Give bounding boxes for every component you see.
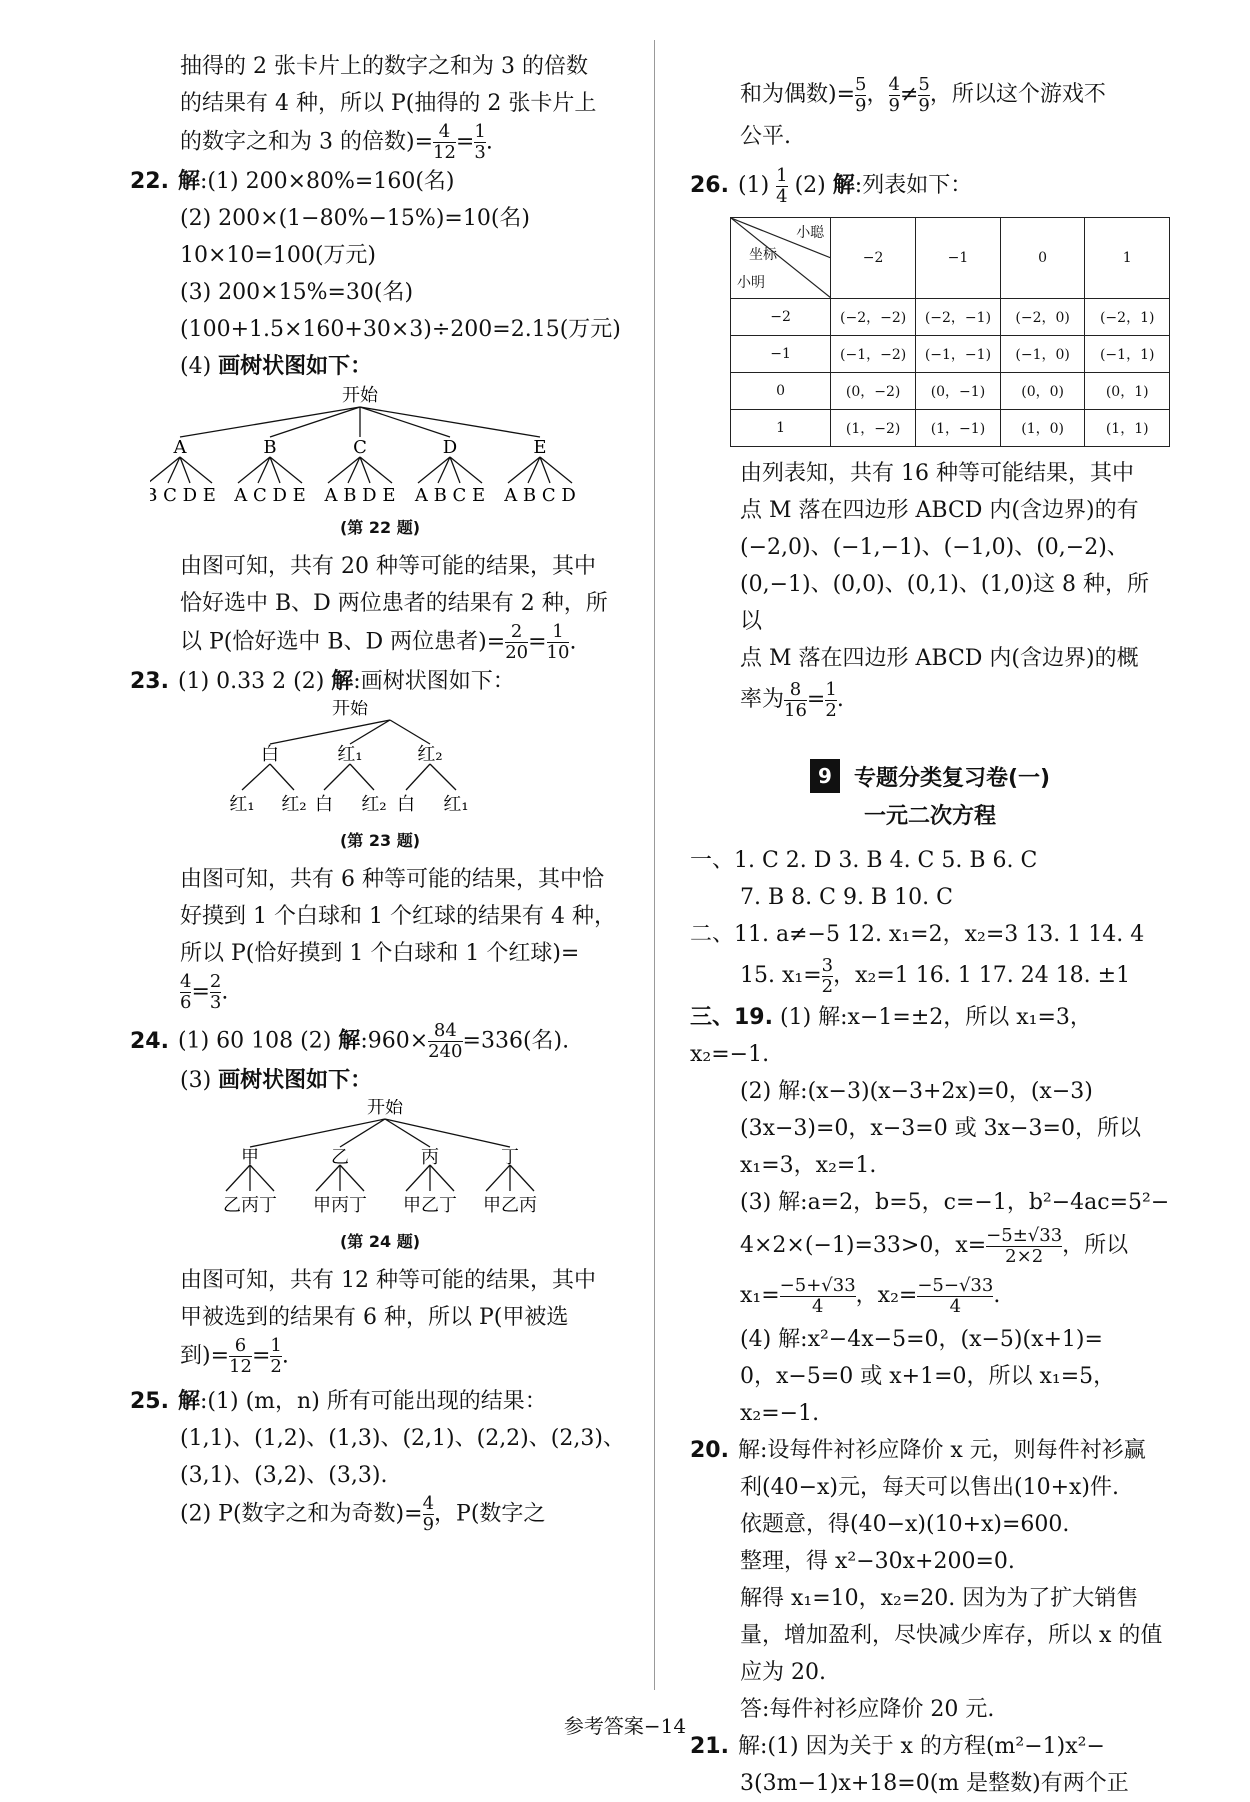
tree-leaf: 红₂	[361, 794, 387, 815]
tree-node: C	[353, 437, 367, 458]
fraction: $\frac{6}{12}$	[229, 1335, 252, 1377]
tree-leaf: 红₁	[229, 794, 255, 815]
text-line: 10×10=100(万元)	[180, 243, 377, 268]
tree-leaves: 甲乙丙	[483, 1195, 537, 1216]
fraction: $\frac{4}{6}$	[180, 971, 192, 1013]
fraction: $\frac{4}{9}$	[888, 73, 900, 116]
answer-line: 7. B 8. C 9. B 10. C	[740, 885, 953, 910]
tree-node: 乙	[331, 1147, 349, 1168]
text-line: 恰好选中 B、D 两位患者的结果有 2 种，所	[180, 591, 608, 616]
fraction: $\frac{-5+√33}{4}$	[779, 1274, 856, 1317]
col-header: −1	[916, 218, 1001, 299]
figure-caption: (第 24 题)	[339, 1232, 421, 1251]
question-19	[690, 999, 1170, 1432]
answer-line: 15. x₁= $\frac{3}{2}$ ，x₂=1 16. 1 17. 24 18. ±1	[740, 954, 1131, 997]
text-line: 点 M 落在四边形 ABCD 内(含边界)的概	[740, 646, 1139, 671]
text-line: (0,−1)、(0,0)、(0,1)、(1,0)这 8 种，所以	[740, 572, 1150, 634]
text-line: 率为 $\frac{8}{16}$ = $\frac{1}{2}$ .	[740, 678, 844, 721]
text-line: 公平.	[740, 124, 791, 149]
text-line: 甲被选到的结果有 6 种，所以 P(甲被选	[180, 1305, 569, 1330]
text-line: 好摸到 1 个白球和 1 个红球的结果有 4 种，	[180, 904, 616, 929]
corner-label: 小明	[737, 275, 765, 291]
tree-leaf: 白	[315, 794, 333, 815]
figure-caption: (第 22 题)	[339, 518, 421, 537]
fraction: $\frac{84}{240}$	[428, 1020, 463, 1062]
tree-root: 开始	[342, 385, 378, 406]
text-line: (3,1)、(3,2)、(3,3).	[180, 1463, 388, 1488]
text-line: 20. 解:设每件衬衫应降价 x 元，则每件衬衫赢	[690, 1432, 1170, 1469]
section-number-badge: 9	[810, 759, 840, 793]
tree-leaf: 白	[397, 794, 415, 815]
table-cell: (0，−2)	[831, 373, 916, 410]
question-number: 24.	[130, 1028, 169, 1054]
table-cell: (1，−1)	[916, 410, 1001, 447]
row-header: −2	[731, 299, 831, 336]
tree-node: 甲	[241, 1147, 259, 1168]
text-line: (3) 200×15%=30(名)	[180, 280, 414, 305]
answer-line: 二、11. a≠−5 12. x₁=2，x₂=3 13. 1 14. 4	[690, 922, 1145, 947]
question-number: 26.	[690, 173, 729, 198]
text-line: 24. (1) 60 108 (2) 解:960× $\frac{84}{240}$ =336(名).	[130, 1020, 570, 1062]
question-25	[130, 1383, 630, 1535]
table-row	[731, 299, 1170, 336]
text-line: 由图可知，共有 6 种等可能的结果，其中恰	[180, 867, 604, 892]
fraction: $\frac{4}{12}$	[433, 121, 456, 163]
table-row	[731, 410, 1170, 447]
tree-node: A	[173, 437, 187, 458]
tree-node: 红₂	[417, 744, 443, 765]
text-line: 4×2×(−1)=33>0，x= $\frac{-5\pm√33}{2\times 2}$ ，所以	[740, 1224, 1129, 1267]
tree-leaves: A B D E	[324, 485, 396, 505]
tree-diagram-23	[220, 700, 600, 818]
text-line: 由图可知，共有 12 种等可能的结果，其中	[180, 1268, 596, 1293]
tree-node: D	[442, 437, 458, 458]
text-line: (3) 画树状图如下：	[180, 1068, 373, 1093]
section-title: 专题分类复习卷(一)	[853, 765, 1051, 791]
figure-caption: (第 23 题)	[339, 831, 421, 850]
question-number: 23.	[130, 669, 169, 694]
text-line: 解得 x₁=10，x₂=20. 因为为了扩大销售	[740, 1586, 1139, 1611]
page-footer: 参考答案−14	[563, 1714, 687, 1738]
text-line: 以 P(恰好选中 B、D 两位患者)= $\frac{2}{20}$ = $\frac{1}{10}$ .	[180, 621, 577, 663]
fraction: $\frac{1}{2}$	[825, 678, 837, 721]
table-cell: (−1，0)	[1000, 336, 1085, 373]
fraction: $\frac{-5-√33}{4}$	[917, 1274, 994, 1317]
fraction: $\frac{1}{10}$	[546, 621, 570, 663]
coordinate-table	[730, 217, 1170, 447]
text-line: (1,1)、(1,2)、(1,3)、(2,1)、(2,2)、(2,3)、	[180, 1426, 625, 1451]
section-header	[690, 759, 1170, 793]
table-cell: (−2，−2)	[831, 299, 916, 336]
text-line: 整理，得 x²−30x+200=0.	[740, 1549, 1015, 1574]
row-header: 1	[731, 410, 831, 447]
fraction: $\frac{8}{16}$	[784, 678, 807, 721]
text-line: 依题意，得(40−x)(10+x)=600.	[740, 1512, 1070, 1537]
answer-line: 一、1. C 2. D 3. B 4. C 5. B 6. C	[690, 848, 1038, 873]
table-row	[731, 336, 1170, 373]
question-24	[130, 1021, 630, 1377]
tree-root: 开始	[367, 1099, 403, 1118]
table-cell: (−2，0)	[1000, 299, 1085, 336]
text-line: 量，增加盈利，尽快减少库存，所以 x 的值	[740, 1623, 1163, 1648]
question-23	[130, 663, 630, 1013]
question-21	[690, 1728, 1170, 1802]
text-line: 25. 解:(1) (m，n) 所有可能出现的结果：	[130, 1383, 630, 1420]
text-line: 23. (1) 0.33 2 (2) 解:画树状图如下：	[130, 663, 630, 700]
question-number: 三、19.	[690, 1005, 773, 1030]
tree-leaves: A C D E	[234, 485, 306, 505]
tree-leaves: A B C D	[504, 485, 576, 505]
text-line: x₁=3，x₂=1.	[740, 1153, 877, 1178]
tree-leaves: A B C E	[414, 485, 486, 505]
tree-node: E	[533, 437, 547, 458]
text-line: (3) 解:a=2，b=5，c=−1，b²−4ac=5²−	[740, 1190, 1170, 1215]
table-cell: (0，−1)	[916, 373, 1001, 410]
question-number: 22.	[130, 169, 169, 194]
row-header: −1	[731, 336, 831, 373]
table-cell: (−2，1)	[1085, 299, 1170, 336]
text-line: (2) 解:(x−3)(x−3+2x)=0，(x−3)	[740, 1079, 1093, 1104]
question-number: 25.	[130, 1389, 169, 1414]
fraction: $\frac{-5\pm√33}{2\times 2}$	[986, 1224, 1063, 1267]
fraction: $\frac{5}{9}$	[918, 73, 930, 116]
tree-diagram-24	[190, 1099, 610, 1219]
tree-leaves: 甲丙丁	[313, 1195, 367, 1216]
fraction: $\frac{3}{2}$	[821, 954, 834, 997]
tree-node: 丁	[501, 1147, 519, 1168]
question-22	[130, 163, 630, 663]
text-line: (2) 200×(1−80%−15%)=10(名)	[180, 206, 531, 231]
text-line: 0，x−5=0 或 x+1=0，所以 x₁=5，	[740, 1364, 1116, 1389]
question-number: 20.	[690, 1438, 729, 1463]
text-line: x₁= $\frac{-5+√33}{4}$ ，x₂= $\frac{-5-√33}{4}$ .	[740, 1274, 1001, 1317]
text-line: 和为偶数)= $\frac{5}{9}$ ， $\frac{4}{9}$ ≠ $\frac{5}{9}$ ，所以这个游戏不	[740, 73, 1106, 116]
text-line: 点 M 落在四边形 ABCD 内(含边界)的有	[740, 498, 1139, 523]
table-cell: (−2，−1)	[916, 299, 1001, 336]
text-line: $\frac{4}{6}$ = $\frac{2}{3}$ .	[180, 971, 229, 1013]
text-line: 的数字之和为 3 的倍数)= $\frac{4}{12}$ = $\frac{1}{3}$ .	[180, 121, 493, 163]
question-number: 21.	[690, 1734, 729, 1759]
col-header: 0	[1000, 218, 1085, 299]
fraction: $\frac{1}{4}$	[776, 164, 788, 207]
tree-leaf: 红₁	[443, 794, 469, 815]
text-line: (−2,0)、(−1,−1)、(−1,0)、(0,−2)、	[740, 535, 1129, 560]
text-line: 所以 P(恰好摸到 1 个白球和 1 个红球)=	[180, 941, 580, 966]
tree-root: 开始	[332, 700, 368, 719]
text-line: (4) 解:x²−4x−5=0，(x−5)(x+1)=	[740, 1327, 1103, 1352]
text-line: 由图可知，共有 20 种等可能的结果，其中	[180, 554, 596, 579]
column-divider	[654, 40, 655, 1690]
fraction: $\frac{5}{9}$	[855, 73, 867, 116]
col-header: −2	[831, 218, 916, 299]
table-cell: (−1，1)	[1085, 336, 1170, 373]
text-line: 答:每件衬衫应降价 20 元.	[740, 1697, 995, 1722]
row-header: 0	[731, 373, 831, 410]
text-line: 应为 20.	[740, 1660, 826, 1685]
tree-node: B	[263, 437, 277, 458]
text-line: 三、19. (1) 解:x−1=±2，所以 x₁=3，x₂=−1.	[690, 1005, 1092, 1067]
fraction: $\frac{4}{9}$	[422, 1493, 435, 1535]
tree-node: 丙	[421, 1147, 439, 1168]
text-line: 22. 解:(1) 200×80%=160(名)	[130, 163, 630, 200]
table-corner-cell	[731, 218, 831, 299]
question-20	[690, 1432, 1170, 1728]
left-column	[130, 48, 630, 1535]
table-cell: (1，−2)	[831, 410, 916, 447]
text-line: (100+1.5×160+30×3)÷200=2.15(万元)	[180, 317, 621, 342]
table-cell: (0，0)	[1000, 373, 1085, 410]
tree-diagram-22	[150, 385, 610, 505]
text-line: 抽得的 2 张卡片上的数字之和为 3 的倍数	[180, 54, 588, 79]
text-line: 21. 解:(1) 因为关于 x 的方程(m²−1)x²−	[690, 1728, 1170, 1765]
text-line: 到)= $\frac{6}{12}$ = $\frac{1}{2}$ .	[180, 1335, 289, 1377]
question-26	[690, 163, 1170, 723]
text-line: (2) P(数字之和为奇数)= $\frac{4}{9}$ ，P(数字之	[180, 1493, 546, 1535]
table-cell: (−1，−2)	[831, 336, 916, 373]
col-header: 1	[1085, 218, 1170, 299]
corner-label: 小聪	[796, 225, 825, 241]
tree-leaves: B C D E	[150, 485, 216, 505]
fraction: $\frac{1}{3}$	[474, 121, 486, 163]
corner-label: 坐标	[749, 247, 777, 263]
table-cell: (1，0)	[1000, 410, 1085, 447]
text-line: 的结果有 4 种，所以 P(抽得的 2 张卡片上	[180, 91, 597, 116]
text-line: 3(3m−1)x+18=0(m 是整数)有两个正	[740, 1771, 1129, 1796]
text-line: (3x−3)=0，x−3=0 或 3x−3=0，所以	[740, 1116, 1141, 1141]
text-line: 26. (1) $\frac{1}{4}$ (2) 解:列表如下：	[690, 163, 1170, 209]
right-column	[690, 72, 1170, 1802]
tree-node: 红₁	[337, 744, 363, 765]
tree-leaves: 乙丙丁	[223, 1195, 277, 1216]
text-line: x₂=−1.	[740, 1401, 820, 1426]
section-subtitle: 一元二次方程	[863, 804, 996, 829]
table-row	[731, 373, 1170, 410]
table-cell: (−1，−1)	[916, 336, 1001, 373]
tree-node: 白	[261, 744, 279, 765]
tree-leaves: 甲乙丁	[403, 1195, 457, 1216]
fraction: $\frac{2}{20}$	[505, 621, 529, 663]
text-line: (4) 画树状图如下：	[180, 354, 373, 379]
table-cell: (1，1)	[1085, 410, 1170, 447]
text-line: 利(40−x)元，每天可以售出(10+x)件.	[740, 1475, 1119, 1500]
fraction: $\frac{2}{3}$	[209, 971, 222, 1013]
fraction: $\frac{1}{2}$	[270, 1335, 282, 1377]
text-line: 由列表知，共有 16 种等可能结果，其中	[740, 461, 1134, 486]
tree-leaf: 红₂	[281, 794, 307, 815]
table-cell: (0，1)	[1085, 373, 1170, 410]
